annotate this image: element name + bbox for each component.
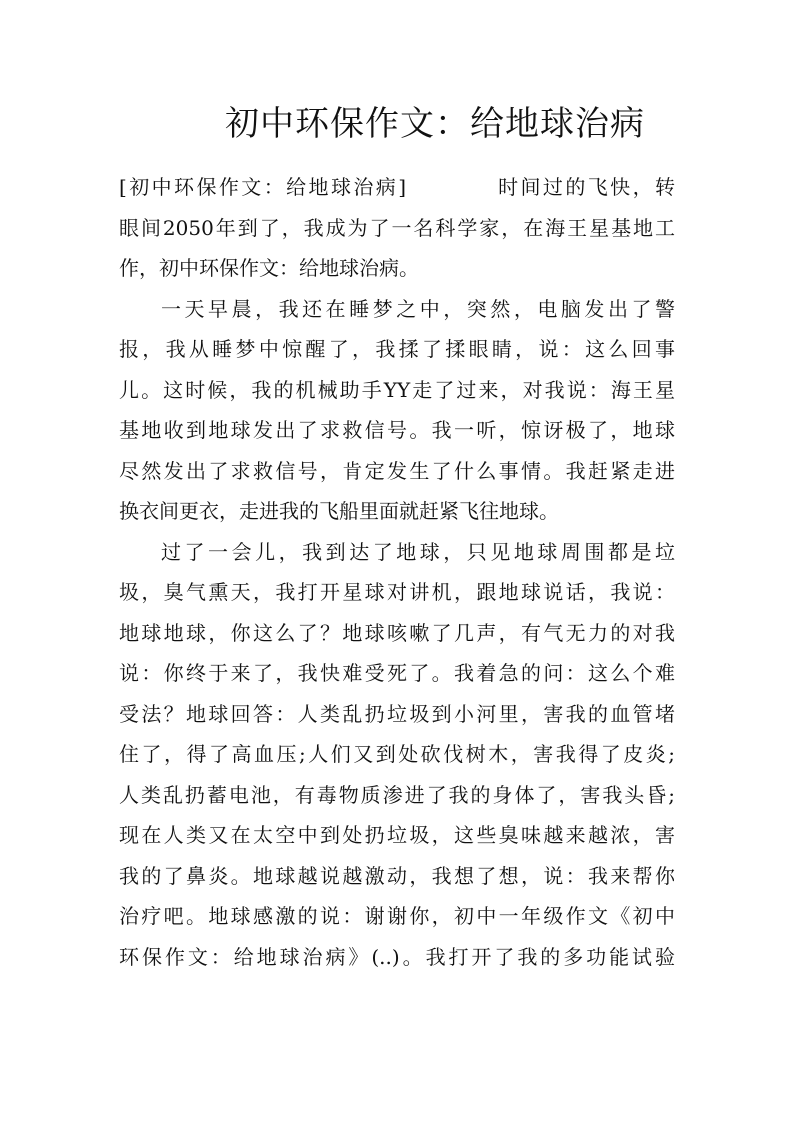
body-line: 尽然发出了求救信号，肯定发生了什么事情。我赶紧走进 bbox=[119, 458, 675, 483]
body-line: 现在人类又在太空中到处扔垃圾，这些臭味越来越浓，害 bbox=[119, 823, 675, 847]
body-line: 儿。这时候，我的机械助手YY走了过来，对我说：海王星 bbox=[119, 377, 675, 402]
body-line: 眼间2050年到了，我成为了一名科学家，在海王星基地工 bbox=[119, 215, 675, 240]
body-line: 报，我从睡梦中惊醒了，我揉了揉眼睛，说：这么回事 bbox=[119, 337, 675, 361]
body-line: 换衣间更衣，走进我的飞船里面就赶紧飞往地球。 bbox=[119, 499, 559, 523]
body-line: 作，初中环保作文：给地球治病。 bbox=[119, 256, 419, 280]
body-line: 圾，臭气熏天，我打开星球对讲机，跟地球说话，我说： bbox=[119, 580, 675, 604]
body-line: 基地收到地球发出了求救信号。我一听，惊讶极了，地球 bbox=[119, 418, 675, 442]
body-line: 我的了鼻炎。地球越说越激动，我想了想，说：我来帮你 bbox=[119, 863, 675, 888]
body-line: 环保作文：给地球治病》(..)。我打开了我的多功能试验 bbox=[119, 944, 675, 969]
body-line: 人类乱扔蓄电池，有毒物质渗进了我的身体了，害我头昏; bbox=[119, 782, 675, 807]
body-line: [初中环保作文：给地球治病] 时间过的飞快，转 bbox=[119, 175, 675, 199]
document-title: 初中环保作文：给地球治病 bbox=[225, 104, 645, 144]
body-line: 说：你终于来了，我快难受死了。我着急的问：这么个难 bbox=[119, 661, 675, 685]
body-line: 一天早晨，我还在睡梦之中，突然，电脑发出了警 bbox=[161, 296, 675, 321]
document-body bbox=[119, 167, 675, 977]
body-line: 住了，得了高血压;人们又到处砍伐树木，害我得了皮炎; bbox=[119, 742, 675, 766]
body-line: 受法？地球回答：人类乱扔垃圾到小河里，害我的血管堵 bbox=[119, 701, 675, 726]
body-line: 过了一会儿，我到达了地球，只见地球周围都是垃 bbox=[161, 539, 675, 564]
body-line: 地球地球，你这么了？地球咳嗽了几声，有气无力的对我 bbox=[119, 620, 675, 645]
body-line: 治疗吧。地球感激的说：谢谢你，初中一年级作文《初中 bbox=[119, 904, 675, 928]
